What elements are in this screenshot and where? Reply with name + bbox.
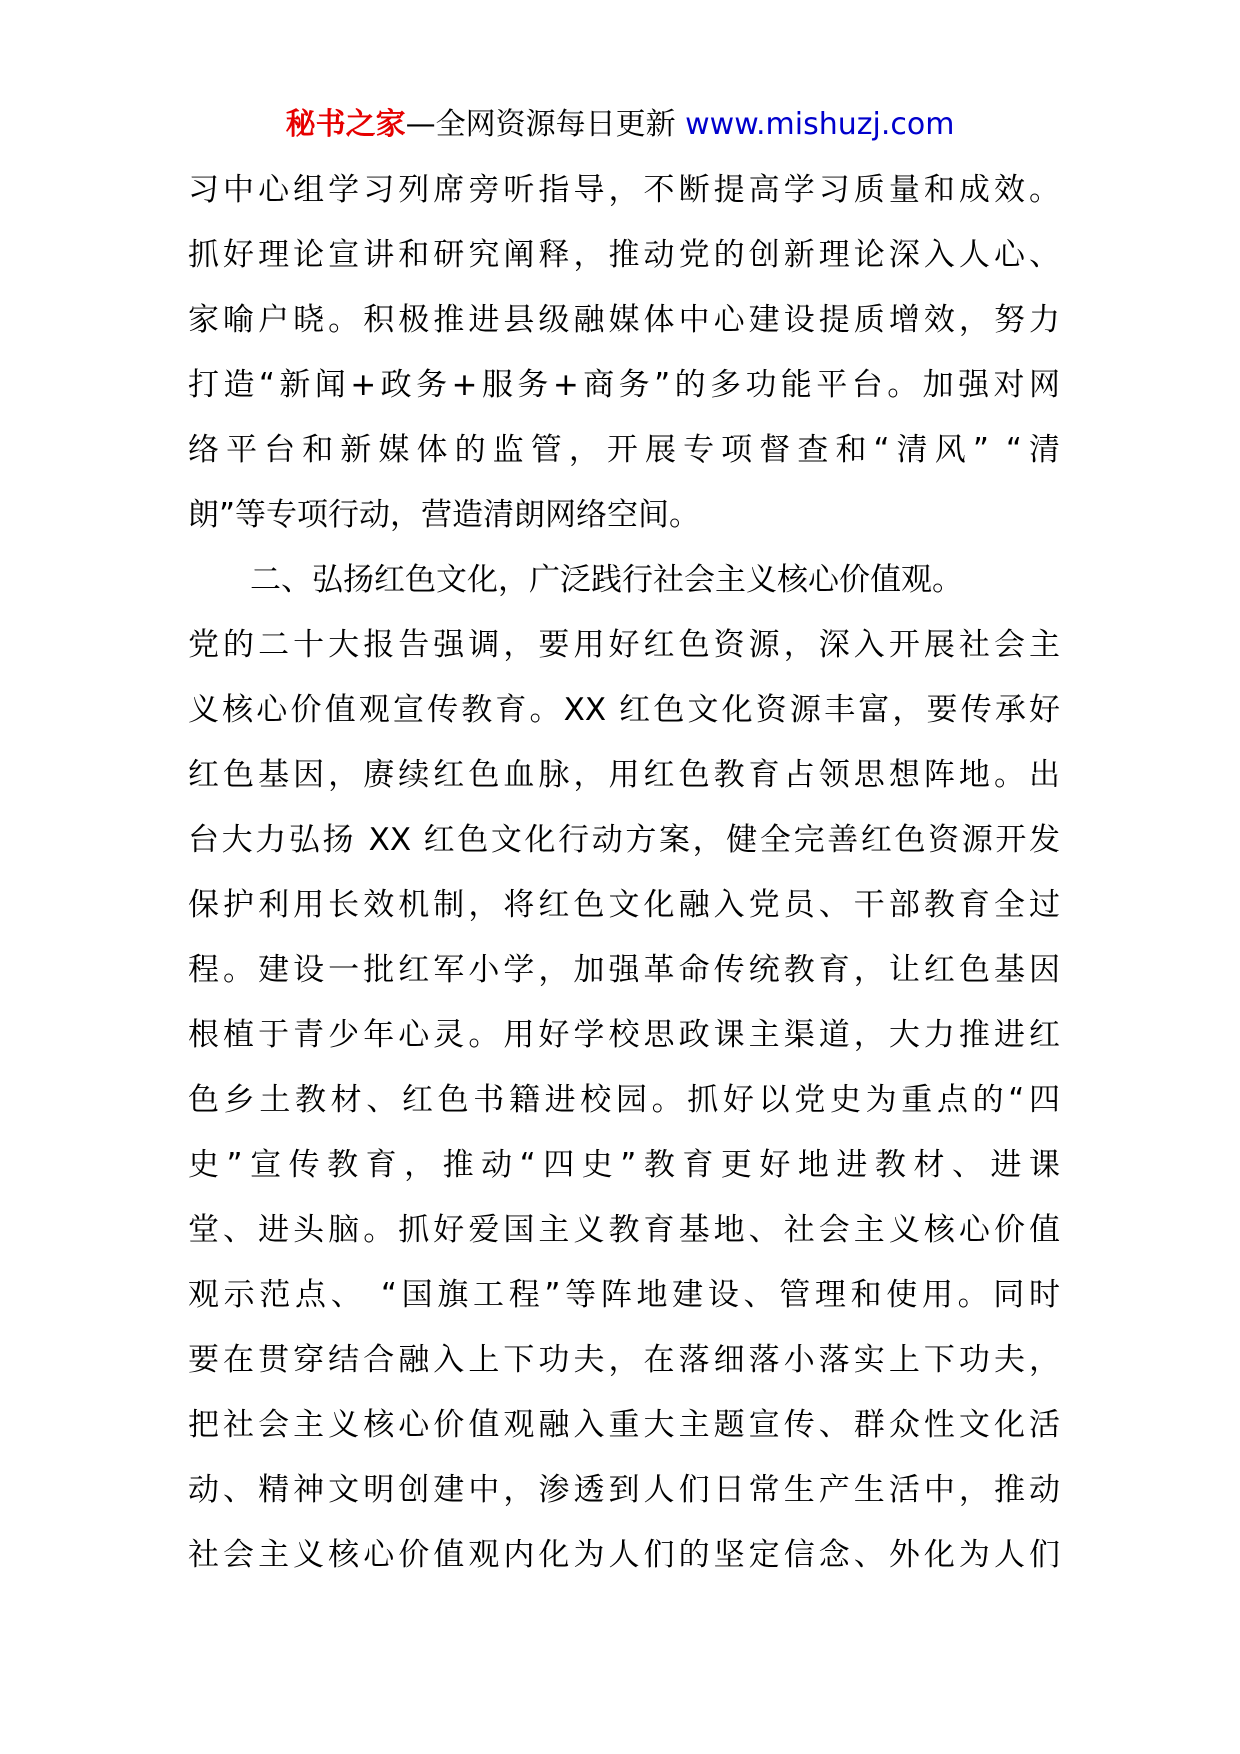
site-brand: 秘书之家 bbox=[285, 107, 406, 142]
text-line: 党的二十大报告强调，要用好红色资源，深入开展社会主 bbox=[188, 627, 1060, 663]
text-line: 台大力弘扬 XX 红色文化行动方案，健全完善红色资源开发 bbox=[188, 822, 1060, 858]
text-line: 要在贯穿结合融入上下功夫，在落细落小落实上下功夫， bbox=[188, 1342, 1060, 1378]
site-url[interactable]: www.mishuzj.com bbox=[685, 107, 955, 142]
text-line: 红色基因，赓续红色血脉，用红色教育占领思想阵地。出 bbox=[188, 757, 1060, 793]
text-line: 家喻户晓。积极推进县级融媒体中心建设提质增效，努力 bbox=[188, 302, 1060, 338]
text-line: 根植于青少年心灵。用好学校思政课主渠道，大力推进红 bbox=[188, 1017, 1060, 1053]
text-line: 保护利用长效机制，将红色文化融入党员、干部教育全过 bbox=[188, 887, 1060, 923]
text-line: 堂、进头脑。抓好爱国主义教育基地、社会主义核心价值 bbox=[188, 1212, 1060, 1248]
watermark-header bbox=[0, 100, 1240, 150]
text-line: 习中心组学习列席旁听指导，不断提高学习质量和成效。 bbox=[188, 172, 1060, 208]
text-line: 把社会主义核心价值观融入重大主题宣传、群众性文化活 bbox=[188, 1407, 1060, 1443]
section-heading: 二、弘扬红色文化，广泛践行社会主义核心价值观。 bbox=[250, 562, 963, 598]
text-line: 朗”等专项行动，营造清朗网络空间。 bbox=[188, 497, 701, 533]
text-line: 程。建设一批红军小学，加强革命传统教育，让红色基因 bbox=[188, 952, 1060, 988]
text-line: 社会主义核心价值观内化为人们的坚定信念、外化为人们 bbox=[188, 1537, 1060, 1573]
text-line: 观示范点、 “国旗工程”等阵地建设、管理和使用。同时 bbox=[188, 1277, 1060, 1313]
text-line: 络平台和新媒体的监管，开展专项督查和“清风” “清 bbox=[188, 432, 1060, 468]
text-line: 义核心价值观宣传教育。XX 红色文化资源丰富，要传承好 bbox=[188, 692, 1060, 728]
site-tagline: —全网资源每日更新 bbox=[405, 107, 686, 142]
text-line: 抓好理论宣讲和研究阐释，推动党的创新理论深入人心、 bbox=[188, 237, 1060, 273]
text-line: 史”宣传教育，推动“四史”教育更好地进教材、进课 bbox=[188, 1147, 1060, 1183]
text-line: 动、精神文明创建中，渗透到人们日常生产生活中，推动 bbox=[188, 1472, 1060, 1508]
text-line: 打造“新闻+政务+服务+商务”的多功能平台。加强对网 bbox=[188, 367, 1060, 403]
document-body bbox=[188, 158, 1060, 1588]
text-line: 色乡土教材、红色书籍进校园。抓好以党史为重点的“四 bbox=[188, 1082, 1060, 1118]
